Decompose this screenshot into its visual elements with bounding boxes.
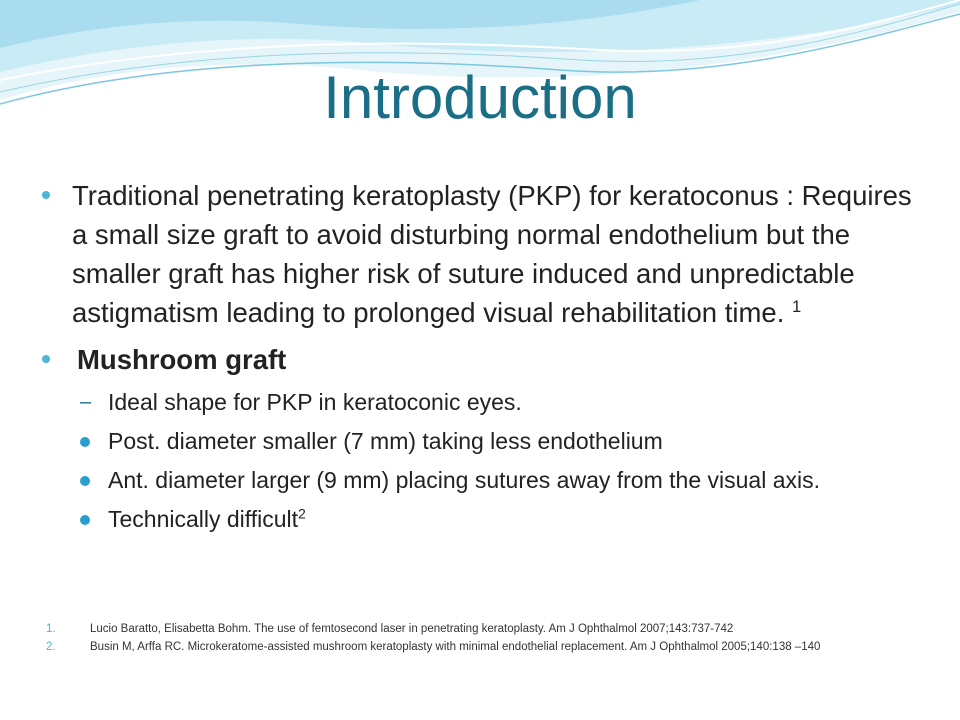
bullet-dot-icon [80,476,90,486]
reference-number: 1. [46,623,56,635]
reference-marker: 1 [791,297,802,316]
subitem-ant-diameter [40,465,920,496]
reference-marker: 2 [298,506,306,522]
subitem-technically-difficult [40,504,920,535]
bullet-dot-icon [80,437,90,447]
slide-content [40,176,920,535]
subitem-text: Ant. diameter larger (9 mm) placing sutures away from the visual axis. [108,467,820,493]
subitem-text: Ideal shape for PKP in keratoconic eyes. [108,389,522,415]
references-list [40,621,920,657]
bullet-mushroom-graft [40,340,920,379]
bullet-dot-icon [80,515,90,525]
bullet-pkp [40,176,920,332]
mushroom-graft-heading: Mushroom graft [77,344,287,375]
bullet-pkp-text: Traditional penetrating keratoplasty (PKP) for keratoconus : Requires a small size graft to avoid disturbing normal endothelium but the smaller graft has higher risk of suture induced and unpredictable astigmatism leading to prolonged visual rehabilitation time. [72,180,912,328]
reference-item [40,639,920,655]
reference-text: Lucio Baratto, Elisabetta Bohm. The use of femtosecond laser in penetrating keratoplasty. Am J Ophthalmol 2007;143:737-742 [90,623,734,635]
subitem-post-diameter [40,426,920,457]
subitem-text: Post. diameter smaller (7 mm) taking less endothelium [108,428,663,454]
subitem-ideal-shape [40,387,920,418]
reference-item [40,621,920,637]
bullet-dot-icon [42,191,50,199]
bullet-dot-icon [42,355,50,363]
dash-bullet-icon: – [80,391,92,413]
reference-number: 2. [46,641,56,653]
subitem-text: Technically difficult [108,506,299,532]
slide-title: Introduction [323,64,637,131]
reference-text: Busin M, Arffa RC. Microkeratome-assisted mushroom keratoplasty with minimal endothelial replacement. Am J Ophthalmol 2005;140:138 –140 [90,641,821,653]
